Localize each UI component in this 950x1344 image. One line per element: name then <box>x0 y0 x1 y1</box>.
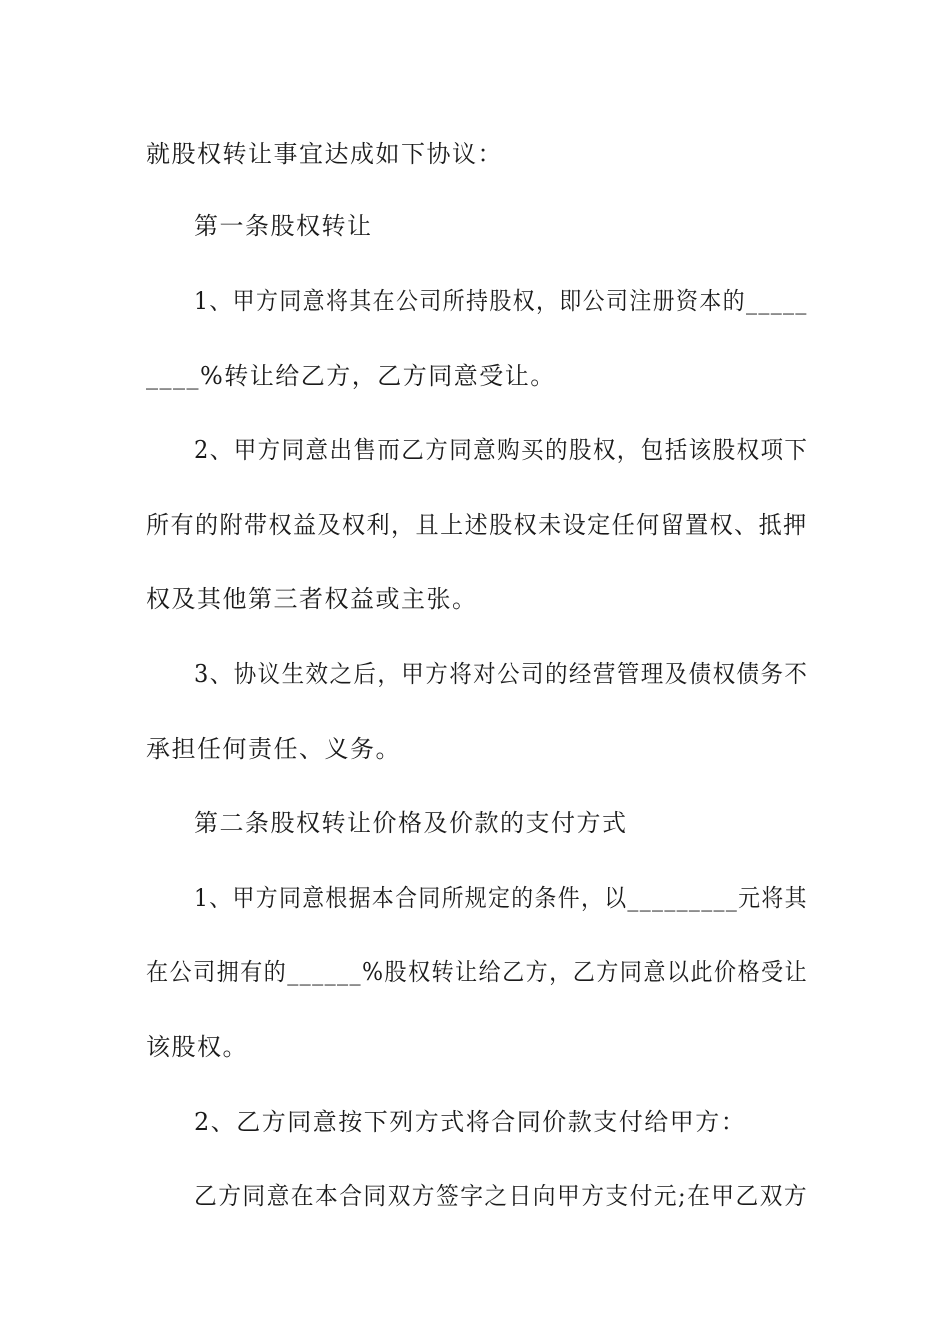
article-1-clause-2-line-3: 权及其他第三者权益或主张。 <box>146 585 478 613</box>
article-2-clause-1-line-1: 1、甲方同意根据本合同所规定的条件，以_________元将其 <box>194 884 808 912</box>
article-2-clause-1-line-2: 在公司拥有的______%股权转让给乙方，乙方同意以此价格受让 <box>146 958 809 986</box>
article-1-heading: 第一条股权转让 <box>194 212 373 240</box>
article-1-clause-1-line-1: 1、甲方同意将其在公司所持股权，即公司注册资本的_____ <box>194 287 808 315</box>
payment-terms-line: 乙方同意在本合同双方签字之日向甲方支付元;在甲乙双方 <box>194 1182 809 1210</box>
article-1-clause-2-line-1: 2、甲方同意出售而乙方同意购买的股权，包括该股权项下 <box>194 436 809 464</box>
article-2-clause-2: 2、乙方同意按下列方式将合同价款支付给甲方： <box>194 1108 747 1136</box>
article-1-clause-3-line-2: 承担任何责任、义务。 <box>146 735 401 763</box>
article-1-clause-3-line-1: 3、协议生效之后，甲方将对公司的经营管理及债权债务不 <box>194 660 809 688</box>
intro-line: 就股权转让事宜达成如下协议： <box>146 140 503 168</box>
article-2-heading: 第二条股权转让价格及价款的支付方式 <box>194 809 628 837</box>
article-2-clause-1-line-3: 该股权。 <box>146 1033 248 1061</box>
article-1-clause-2-line-2: 所有的附带权益及权利，且上述股权未设定任何留置权、抵押 <box>146 511 808 539</box>
article-1-clause-1-line-2: ____%转让给乙方，乙方同意受让。 <box>146 362 556 390</box>
